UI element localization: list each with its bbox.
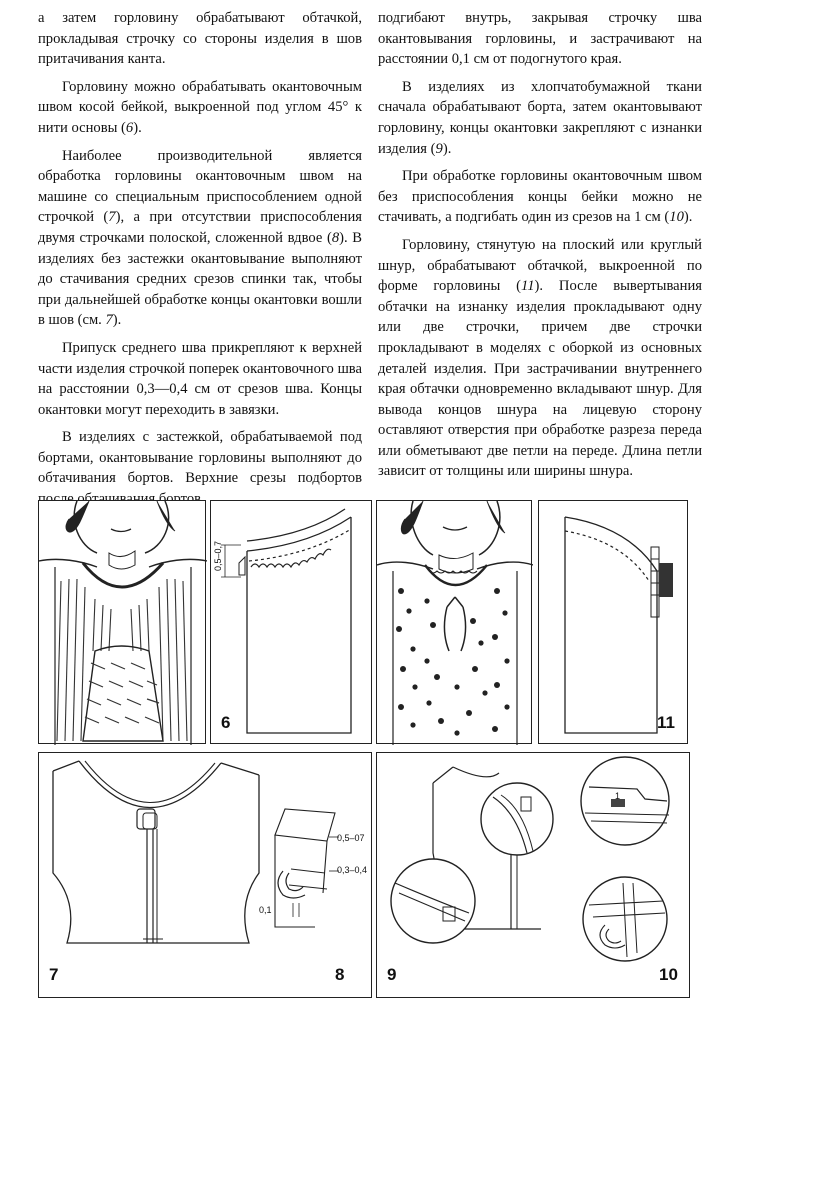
fig8-dimension-b: 0,3–0,4 [337, 865, 368, 875]
text-segment: ), а при отсутствии приспособления двумя строчками полоской, сложенной вдвое ( [38, 209, 362, 246]
paragraph-right-2 [378, 77, 702, 159]
figure-7-8 [38, 752, 372, 998]
fig6-number: 6 [221, 713, 231, 732]
paragraph-right-3 [378, 166, 702, 228]
figure-6 [210, 500, 372, 744]
fig7-number: 7 [49, 965, 59, 984]
paragraph-left-2 [38, 77, 362, 139]
illustration-striped-blouse [38, 500, 206, 744]
paragraph-right-4 [378, 235, 702, 482]
paragraph-left-1 [38, 8, 362, 70]
text-segment: ). В изделиях без застежки окантовывание выполняют до стачивания средних срезов спинки так, чтобы при дальнейшей обработке концы окантовки вошли в шов (см. [38, 229, 363, 329]
fig8-number: 8 [335, 965, 345, 984]
text-segment: ). [683, 209, 693, 226]
text-segment: ). [112, 312, 122, 329]
figure-reference: 11 [521, 278, 535, 295]
text-segment: ). После вывертывания обтачки на изнанку изделия прокладывают одну или две строчки, причем две строчки прокладывают в моделях с оборкой из основных деталей изделия. При застрачивании внутреннего края обтачки одновременно вкладывают шнур. Для вывода концов шнура на лицевую сторону оставляют отверстия при обработке разреза переда или обметывают две петли на переде. Длина петли зависит от толщины или ширины шнура. [378, 278, 702, 480]
figure-reference: 10 [669, 209, 684, 226]
figure-reference: 9 [435, 140, 443, 157]
fig11-number: 11 [657, 713, 675, 732]
text-column-right [378, 8, 702, 482]
figure-reference: 7 [108, 209, 116, 226]
fig10-number: 10 [659, 965, 678, 984]
text-segment: Горловину, стянутую на плоский или круглый шнур, обрабатывают обтачкой, выкроенной по форме горловины ( [378, 236, 702, 295]
fig9-number: 9 [387, 965, 397, 984]
text-column-left [38, 8, 362, 510]
figure-reference: 7 [105, 312, 113, 329]
paragraph-right-1 [378, 8, 702, 70]
figure-reference: 8 [331, 229, 340, 246]
text-segment: подгибают внутрь, закрывая строчку шва окантовывания горловины, и застрачивают на расстоянии 0,1 см от подогнутого края. [378, 10, 702, 68]
paragraph-left-4 [38, 338, 362, 420]
text-segment: Припуск среднего шва прикрепляют к верхней части изделия строчкой поперек окантовочного шва на расстоянии 0,3—0,4 см от срезов шва. Концы окантовки могут переходить в завязки. [38, 339, 362, 418]
text-segment: а затем горловину обрабатывают обтачкой, прокладывая строчку со стороны изделия в шов притачивания канта. [38, 10, 362, 68]
text-segment: При обработке горловины окантовочным швом без приспособления концы бейки можно не стачивать, а подгибать один из срезов на 1 см ( [378, 168, 702, 226]
fig8-dimension-c: 0,1 [259, 905, 272, 915]
fig10-dimension: 1 [615, 791, 621, 801]
text-segment: ). [133, 119, 142, 136]
figure-11 [538, 500, 688, 744]
text-segment: В изделиях с застежкой, обрабатываемой под бортами, окантовывание горловины выполняют до обтачивания бортов. Верхние срезы подбортов [38, 429, 362, 487]
text-segment: Наиболее производительной является обработка горловины окантовочным швом на машине со специальным приспособлением одной строчкой ( [38, 147, 362, 226]
fig8-dimension-a: 0,5–07 [337, 833, 365, 843]
text-segment: Горловину можно обрабатывать окантовочным швом косой бейкой, выкроенной под углом 45° к нити основы ( [38, 78, 362, 136]
illustration-floral-blouse [376, 500, 532, 744]
text-segment: ). [442, 140, 452, 157]
text-segment: В изделиях из хлопчатобумажной ткани сначала обрабатывают борта, затем окантовывают горловину, концы окантовки закрепляют с изнанки изделия ( [378, 78, 702, 157]
figure-reference: 6 [125, 119, 134, 136]
paragraph-left-5 [38, 427, 362, 509]
figure-9-10 [376, 752, 690, 998]
fig6-dimension: 0,5–0,7 [213, 540, 223, 571]
paragraph-left-3 [38, 146, 362, 331]
